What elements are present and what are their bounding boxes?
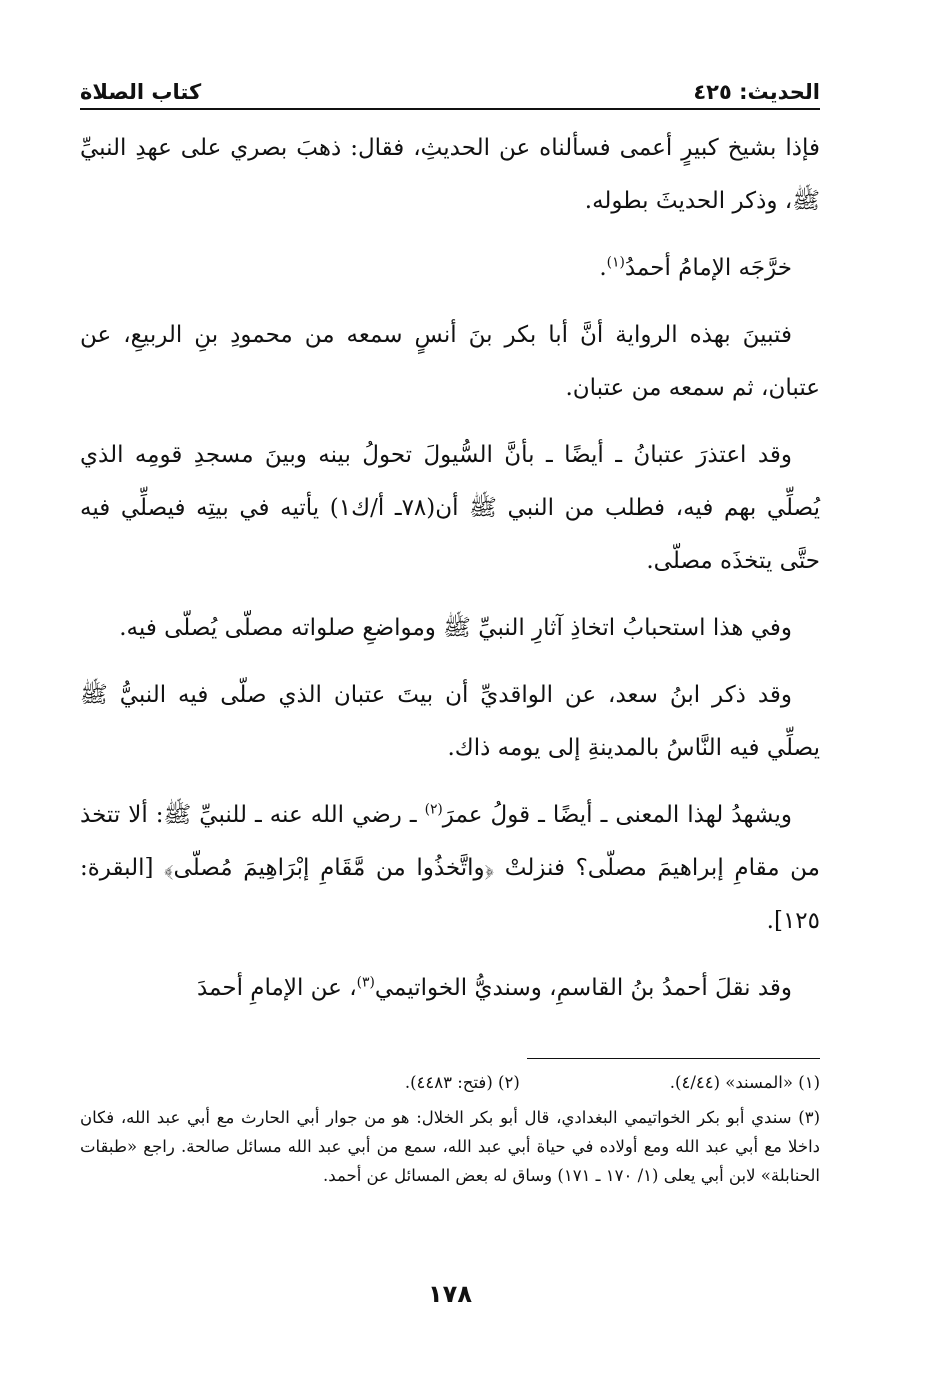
paragraph-4 <box>80 429 820 588</box>
paragraph-text: ويشهدُ لهذا المعنى ـ أيضًا ـ قولُ عمرَ <box>442 802 792 828</box>
paragraph-2 <box>80 242 820 295</box>
footnote-2: (٢) (فتح: ٤٤٨٣). <box>404 1073 520 1092</box>
document-page <box>80 70 820 1350</box>
footnote-3: (٣) سندي أبو بكر الخواتيمي البغدادي، قال أبو بكر الخلال: هو من جوار أبي الحارث مع أبي عبد الله، فكان داخلا مع أبي عبد الله ومع أولاده في حياة أبي عبد الله، سمع من أبي عبد الله مسائل صالحة. راجع «طبقات الحنابلة» لابن أبي يعلى (١/ ١٧٠ ـ ١٧١) وساق له بعض المسائل عن أحمد. <box>80 1108 820 1185</box>
paragraph-text: وقد نقلَ أحمدُ بنُ القاسمِ، وسنديُّ الخواتيمي <box>374 975 792 1001</box>
footnotes <box>80 1068 820 1190</box>
paragraph-text: خرَّجَه الإمامُ أحمدُ <box>624 255 792 281</box>
paragraph-6 <box>80 669 820 775</box>
main-text <box>80 122 820 1029</box>
header-divider <box>80 108 820 110</box>
paragraph-3 <box>80 309 820 415</box>
footnote-ref-3: (٣) <box>356 974 375 991</box>
paragraph-5 <box>80 602 820 655</box>
paragraph-tail: . <box>599 255 607 281</box>
paragraph-1 <box>80 122 820 228</box>
footnote-1: (١) «المسند» (٤/٤٤). <box>669 1073 820 1092</box>
page-number: ١٧٨ <box>428 1280 472 1308</box>
book-title: كتاب الصلاة <box>80 80 202 104</box>
hadith-number-label: الحديث: ٤٢٥ <box>693 80 820 104</box>
paragraph-7 <box>80 789 820 948</box>
paragraph-text: وقد اعتذرَ عتبانُ ـ أيضًا ـ بأنَّ السُّيولَ تحولُ بينه وبينَ مسجدِ قومِه الذي يُصلِّي بهم فيه، فطلب من النبي ﷺ أن(٧٨ـ أ/ك١) يأتيه في بيتِه فيصلِّي فيه حتَّى يتخذَه مصلّى. <box>80 442 820 574</box>
paragraph-text: وفي هذا استحبابُ اتخاذِ آثارِ النبيِّ ﷺ ومواضعِ صلواته مصلّى يُصلّى فيه. <box>119 615 792 641</box>
footnote-ref-1: (١) <box>606 254 625 271</box>
paragraph-text: فإذا بشيخ كبيرٍ أعمى فسألناه عن الحديثِ، فقال: ذهبَ بصري على عهدِ النبيِّ ﷺ، وذكر الحديثَ بطوله. <box>80 135 820 214</box>
footnote-row <box>80 1068 820 1097</box>
paragraph-text: فتبينَ بهذه الرواية أنَّ أبا بكر بنَ أنسٍ سمعه من محمودِ بنِ الربيعِ، عن عتبان، ثم سمعه من عتبان. <box>80 322 820 401</box>
paragraph-tail: ـ رضي الله عنه ـ للنبيِّ ﷺ: ألا تتخذ من مقامِ إبراهيمَ مصلّى؟ فنزلتْ ﴿واتَّخذُوا من مَّقَامِ إبْرَاهِيمَ مُصلّى﴾ [البقرة: ١٢٥]. <box>80 802 820 934</box>
paragraph-8 <box>80 962 820 1015</box>
running-header <box>80 70 820 104</box>
footnote-ref-2: (٢) <box>424 801 443 818</box>
paragraph-tail: ، عن الإمامِ أحمدَ <box>196 975 357 1001</box>
footnote-divider <box>527 1058 820 1059</box>
paragraph-text: وقد ذكر ابنُ سعد، عن الواقديِّ أن بيتَ عتبان الذي صلّى فيه النبيُّ ﷺ يصلِّي فيه النَّاسُ بالمدينةِ إلى يومه ذاك. <box>80 682 820 761</box>
